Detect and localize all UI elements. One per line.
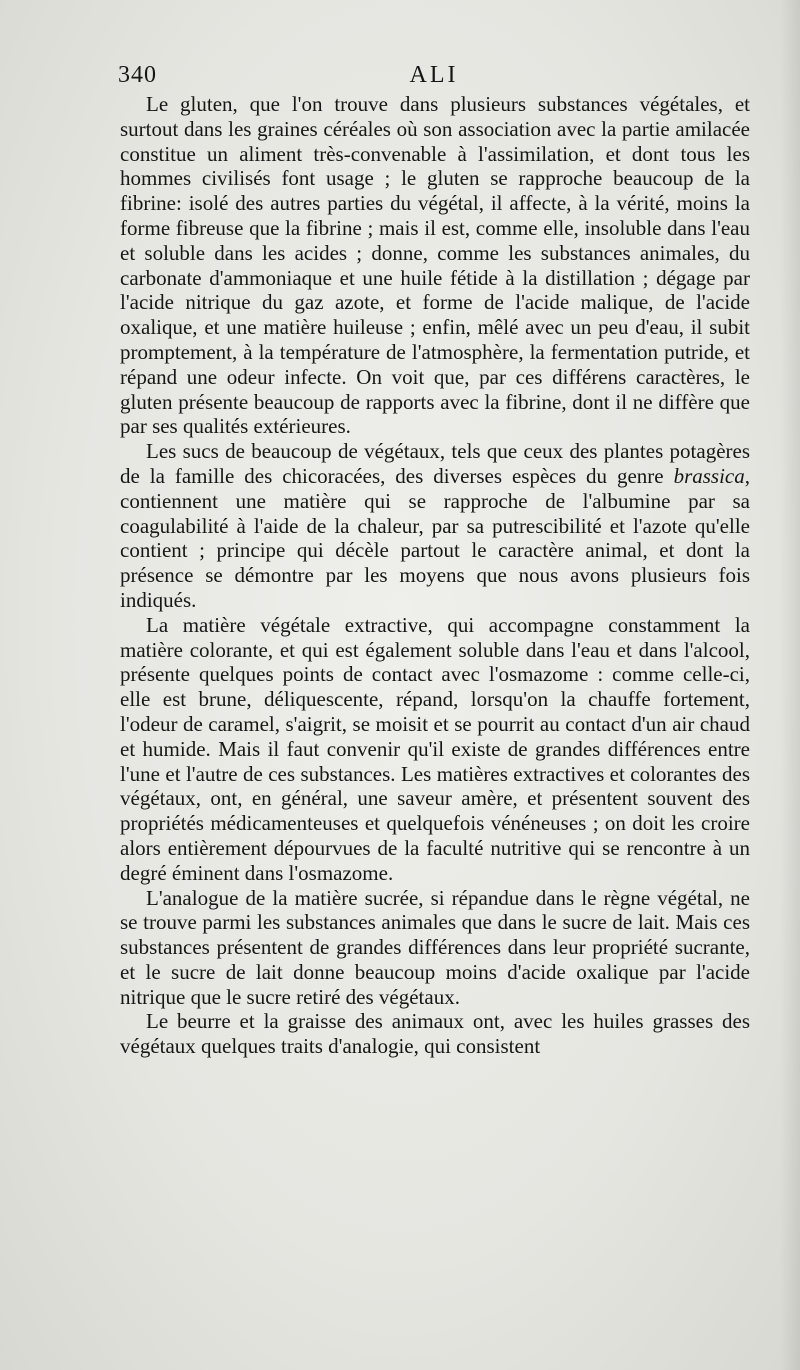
- page-number: 340: [118, 62, 157, 88]
- paragraph-sucs-after: , contiennent une matière qui se rapproche de l'albumine par sa coagulabilité à l'aide de la chaleur, par sa putrescibilité et l'azote qu'elle contient ; principe qui décèle partout le caractère animal, et dont la présence se démontre par les moyens que nous avons plusieurs fois indiqués.: [120, 463, 750, 612]
- paragraph-beurre: Le beurre et la graisse des animaux ont, avec les huiles grasses des végétaux quelques traits d'analogie, qui consistent: [120, 1009, 750, 1059]
- running-head: ALI: [409, 62, 459, 88]
- paragraph-sucs-before: Les sucs de beaucoup de végétaux, tels que ceux des plantes potagères de la famille des chicoracées, des diverses espèces du genre: [120, 439, 750, 488]
- page-edge-shadow: [780, 0, 800, 1370]
- paragraph-sucs: [120, 439, 750, 613]
- paragraph-matiere-sucree: L'analogue de la matière sucrée, si répandue dans le règne végétal, ne se trouve parmi les substances animales que dans le sucre de lait. Mais ces substances présentent de grandes différences dans leur propriété sucrante, et le sucre de lait donne beaucoup moins d'acide oxalique par l'acide nitrique que le sucre retiré des végétaux.: [120, 885, 750, 1009]
- paragraph-gluten: Le gluten, que l'on trouve dans plusieurs substances végétales, et surtout dans les graines céréales où son association avec la partie amilacée constitue un aliment très-convenable à l'assimilation, et dont tous les hommes civilisés font usage ; le gluten se rapproche beaucoup de la fibrine: isolé des autres parties du végétal, il affecte, à la vérité, moins la forme fibreuse que la fibrine ; mais il est, comme elle, insoluble dans l'eau et soluble dans les acides ; donne, comme les substances animales, du carbonate d'ammoniaque et une huile fétide à la distillation ; dégage par l'acide nitrique du gaz azote, et forme de l'acide malique, de l'acide oxalique, et une matière huileuse ; enfin, mêlé avec un peu d'eau, il subit promptement, à la température de l'atmosphère, la fermentation putride, et répand une odeur infecte. On voit que, par ces différens caractères, le gluten présente beaucoup de rapports avec la fibrine, dont il ne diffère que par ses qualités extérieures.: [120, 92, 750, 439]
- body-text: [120, 92, 750, 1059]
- paragraph-matiere-extractive: La matière végétale extractive, qui accompagne constamment la matière colorante, et qui est également soluble dans l'eau et dans l'alcool, présente quelques points de contact avec l'osmazome : comme celle-ci, elle est brune, déliquescente, répand, lorsqu'on la chauffe fortement, l'odeur de caramel, s'aigrit, se moisit et se pourrit au contact d'un air chaud et humide. Mais il faut convenir qu'il existe de grandes différences entre l'une et l'autre de ces substances. Les matières extractives et colorantes des végétaux, ont, en général, une saveur amère, et présentent souvent des propriétés médicamenteuses et quelquefois vénéneuses ; on doit les croire alors entièrement dépourvues de la faculté nutritive qui se rencontre à un degré éminent dans l'osmazome.: [120, 612, 750, 885]
- genus-name-italic: brassica: [673, 463, 745, 488]
- page-header: [118, 62, 750, 94]
